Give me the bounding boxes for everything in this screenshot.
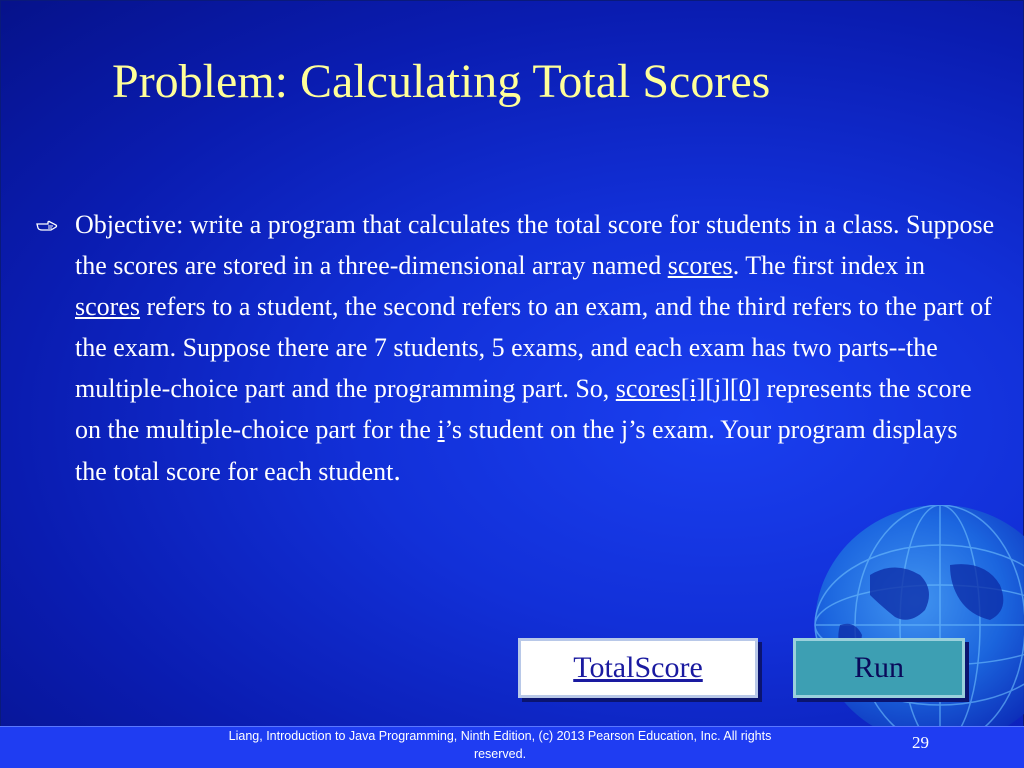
body-text-segment: Objective: write a program that calculates the total score for students in a class. Suppose the scores are stored in a three-dimensional array named bbox=[75, 210, 995, 280]
slide-title: Problem: Calculating Total Scores bbox=[112, 55, 771, 108]
body-text-segment: refers to a student, the second refers to an exam, and the third refers to the part of the exam. Suppose there are 7 students, 5 exams, and each exam has two parts--the multiple-choice part and the programming part. So, bbox=[75, 292, 992, 403]
totalscore-button[interactable]: TotalScore bbox=[518, 638, 758, 698]
run-button[interactable]: Run bbox=[793, 638, 965, 698]
footer-copyright: Liang, Introduction to Java Programming, Ninth Edition, (c) 2013 Pearson Education, Inc. All rights reserved. bbox=[228, 729, 772, 761]
page-number: 29 bbox=[912, 733, 929, 752]
body-text-segment: represents the score on the multiple-choice part for the bbox=[75, 374, 972, 444]
pointing-hand-icon bbox=[36, 218, 58, 234]
body-text-segment: ’s exam. Your program displays the total score for each student bbox=[75, 415, 958, 486]
globe-icon bbox=[800, 505, 1024, 735]
code-term-i: i bbox=[437, 415, 445, 444]
body-text-period: . bbox=[393, 454, 401, 487]
body-text-segment: ’s student on the bbox=[444, 415, 621, 444]
code-term-scores: scores bbox=[667, 251, 733, 280]
code-term-scores: scores bbox=[75, 292, 140, 321]
body-text-segment: . The first index in bbox=[732, 251, 926, 280]
objective-paragraph bbox=[75, 204, 995, 492]
code-term-scores-index: scores[i][j][0] bbox=[615, 374, 761, 403]
code-term-j: j bbox=[620, 415, 629, 444]
